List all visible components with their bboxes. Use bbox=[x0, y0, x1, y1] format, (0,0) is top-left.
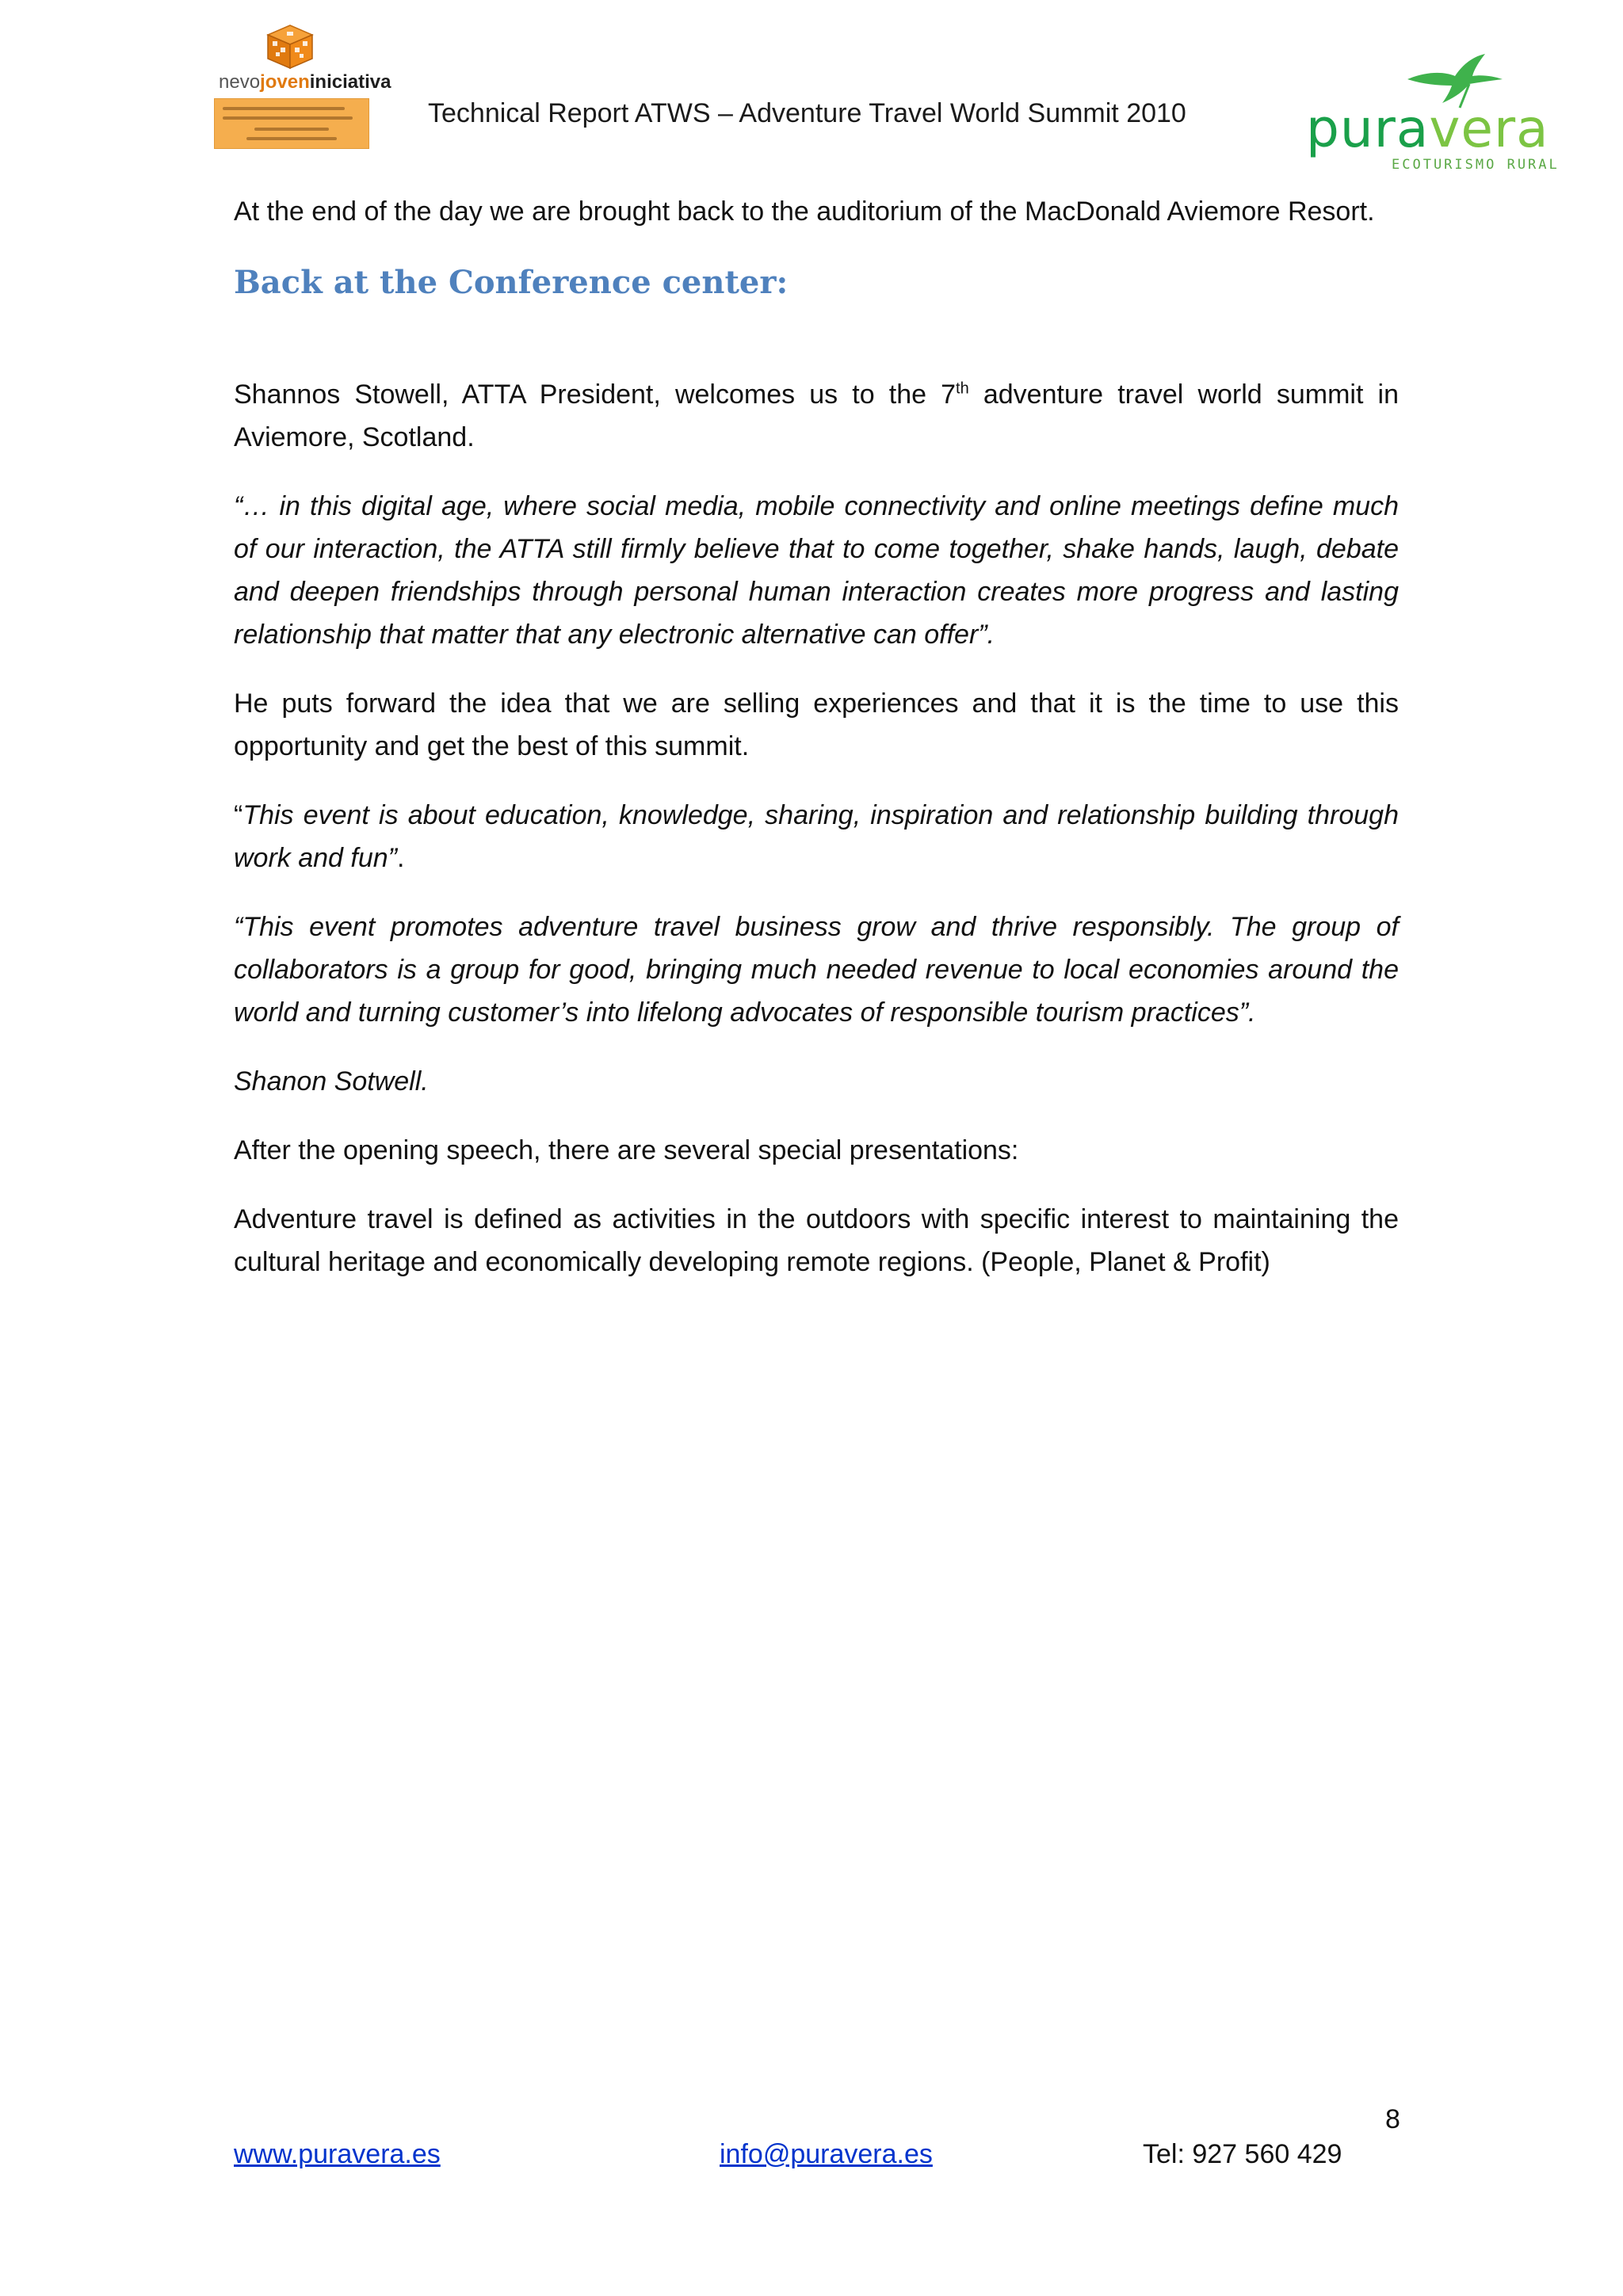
footer-email bbox=[720, 2139, 933, 2170]
paragraph-intro: At the end of the day we are brought back to the auditorium of the MacDonald Aviemore Resort. bbox=[234, 196, 1375, 227]
signature: Shanon Sotwell. bbox=[234, 1066, 429, 1097]
logo-word-joven: joven bbox=[260, 71, 310, 93]
logo-word-nuevo: nevo bbox=[219, 71, 261, 93]
logo-word-vera: vera bbox=[1429, 98, 1549, 159]
puravera-logo bbox=[1300, 48, 1560, 174]
website-link[interactable]: www.puravera.es bbox=[234, 2139, 441, 2169]
logo-tagline: ECOTURISMO RURAL bbox=[1392, 157, 1560, 173]
email-link[interactable]: info@puravera.es bbox=[720, 2139, 933, 2169]
paragraph-definition: Adventure travel is defined as activities in the outdoors with specific interest to maintaining the cultural heritage and economically developing remote regions. (People, Planet & Profit) bbox=[234, 1204, 1399, 1277]
logo-word-pura: pura bbox=[1306, 98, 1430, 159]
footer-phone: Tel: 927 560 429 bbox=[1143, 2139, 1342, 2169]
footer-website bbox=[234, 2139, 441, 2170]
paragraph-experiences: He puts forward the idea that we are selling experiences and that it is the time to use this opportunity and get the best of this summit. bbox=[234, 688, 1399, 761]
paragraph-welcome: Shannos Stowell, ATTA President, welcomes us to the 7th adventure travel world summit in Aviemore, Scotland. bbox=[234, 379, 1399, 452]
header-title: Technical Report ATWS – Adventure Travel World Summit 2010 bbox=[428, 98, 1186, 128]
quote-event-promotes: “This event promotes adventure travel business grow and thrive responsibly. The group of collaborators is a group for good, bringing much needed revenue to local economies around the world and turning customer’s into lifelong advocates of responsible tourism practices”. bbox=[234, 912, 1399, 1028]
nuevo-joven-iniciativa-logo bbox=[214, 22, 391, 151]
paragraph-opening-speech: After the opening speech, there are several special presentations: bbox=[234, 1135, 1019, 1165]
section-heading: Back at the Conference center: bbox=[234, 264, 789, 301]
cube-logo-icon bbox=[265, 24, 315, 70]
quote-digital-age: “… in this digital age, where social media, mobile connectivity and online meetings define much of our interaction, the ATTA still firmly believe that to come together, shake hands, laugh, debate and deepen friendships through personal human interaction creates more progress and lasting relationship that matter that any electronic alternative can offer”. bbox=[234, 491, 1399, 650]
report-body bbox=[234, 190, 1399, 1310]
logo-caption-box bbox=[214, 98, 369, 149]
superscript-th: th bbox=[956, 379, 969, 398]
logo-word-iniciativa: iniciativa bbox=[309, 71, 391, 93]
page-number: 8 bbox=[1385, 2104, 1400, 2134]
quote-event-education: “This event is about education, knowledge, sharing, inspiration and relationship building through work and fun”. bbox=[234, 800, 1399, 873]
